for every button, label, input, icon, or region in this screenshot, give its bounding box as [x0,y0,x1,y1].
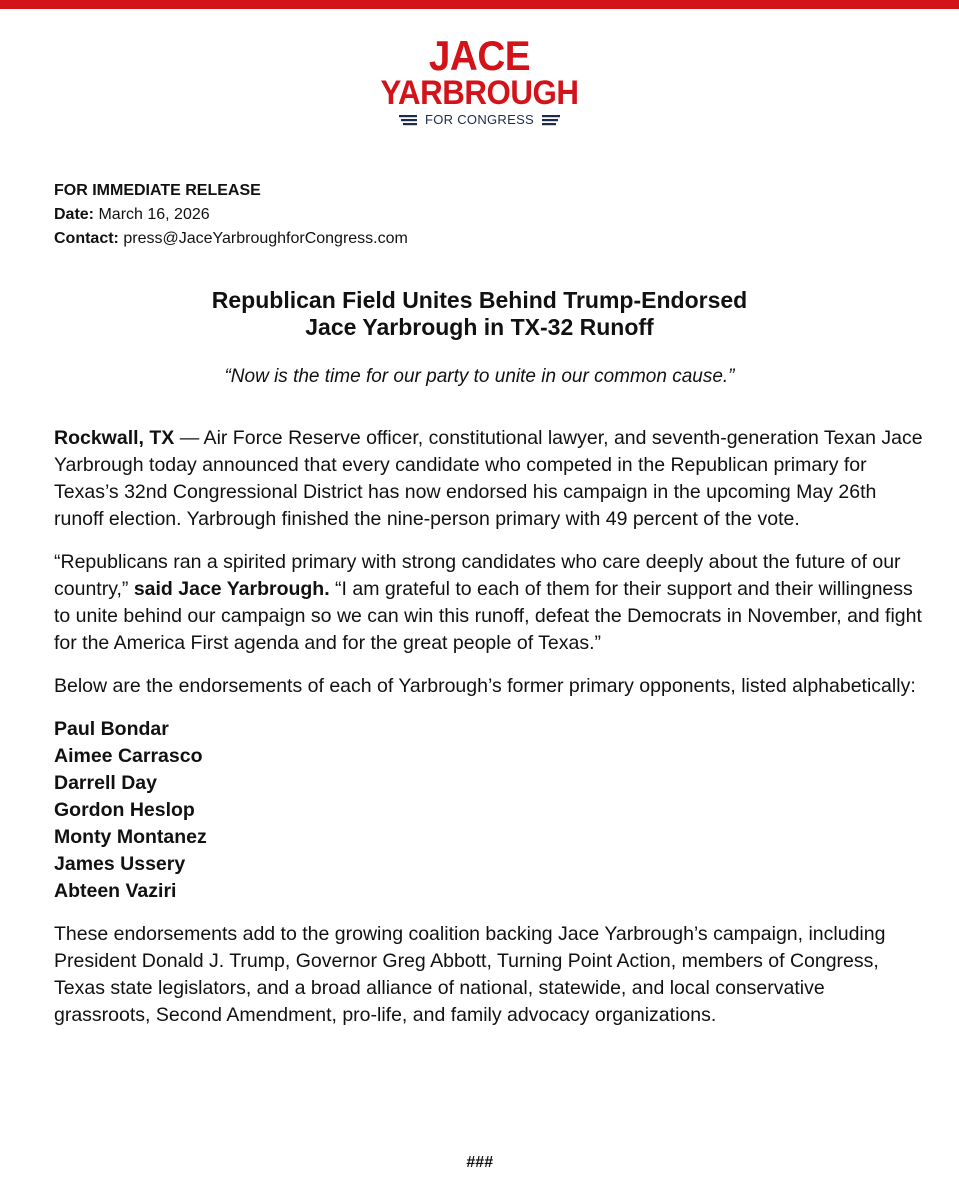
press-headline: Republican Field Unites Behind Trump-Endorsed Jace Yarbrough in TX-32 Runoff [211,287,748,340]
list-item: James Ussery [54,853,186,875]
endorser-list [54,716,924,905]
list-item: Aimee Carrasco [54,745,203,767]
list-item: Paul Bondar [54,718,169,740]
release-date: Date: March 16, 2026 [54,206,210,223]
press-body [54,425,924,1045]
paragraph-lead: Rockwall, TX — Air Force Reserve officer, constitutional lawyer, and seventh-generation Texan Jace Yarbrough today announced that every candidate who competed in the Republican primary for Texas’s 32nd Congressional District has now endorsed his campaign in the upcoming May 26th runoff election. Yarbrough finished the nine-person primary with 49 percent of the vote. [54,427,923,530]
release-label: FOR IMMEDIATE RELEASE [54,182,261,199]
top-accent-bar [0,0,959,9]
logo-first-name: JACE [428,32,531,79]
pull-quote: “Now is the time for our party to unite in our common cause.” [224,366,735,387]
list-item: Gordon Heslop [54,799,195,821]
list-item: Abteen Vaziri [54,880,177,902]
paragraph-coalition: These endorsements add to the growing coalition backing Jace Yarbrough’s campaign, including President Donald J. Trump, Governor Greg Abbott, Turning Point Action, members of Congress, Texas state legislators, and a broad alliance of national, statewide, and local conservative grassroots, Second Amendment, pro-life, and family advocacy organizations. [54,923,886,1026]
left-stripes-icon [399,114,417,126]
list-item: Monty Montanez [54,826,207,848]
logo-subtitle-row [0,112,959,127]
attribution: said Jace Yarbrough. [133,578,330,600]
paragraph-list-intro: Below are the endorsements of each of Yarbrough’s former primary opponents, listed alphabetically: [54,675,916,697]
release-meta [54,179,408,251]
contact-email: press@JaceYarbroughforCongress.com [118,230,408,247]
logo-subtitle: FOR CONGRESS [424,112,535,127]
list-item: Darrell Day [54,772,157,794]
logo-last-name: YARBROUGH [380,74,579,112]
paragraph-quote: “Republicans ran a spirited primary with strong candidates who care deeply about the future of our country,” said Jace Yarbrough. “I am grateful to each of them for their support and their willingness to unite behind our campaign so we can win this runoff, defeat the Democrats in November, and fight for the America First agenda and for the great people of Texas.” [54,551,922,654]
right-stripes-icon [542,114,560,126]
dateline: Rockwall, TX [54,427,175,449]
campaign-logo [0,32,959,127]
end-mark: ### [466,1154,493,1171]
release-contact: Contact: press@JaceYarbroughforCongress.com [54,230,408,247]
